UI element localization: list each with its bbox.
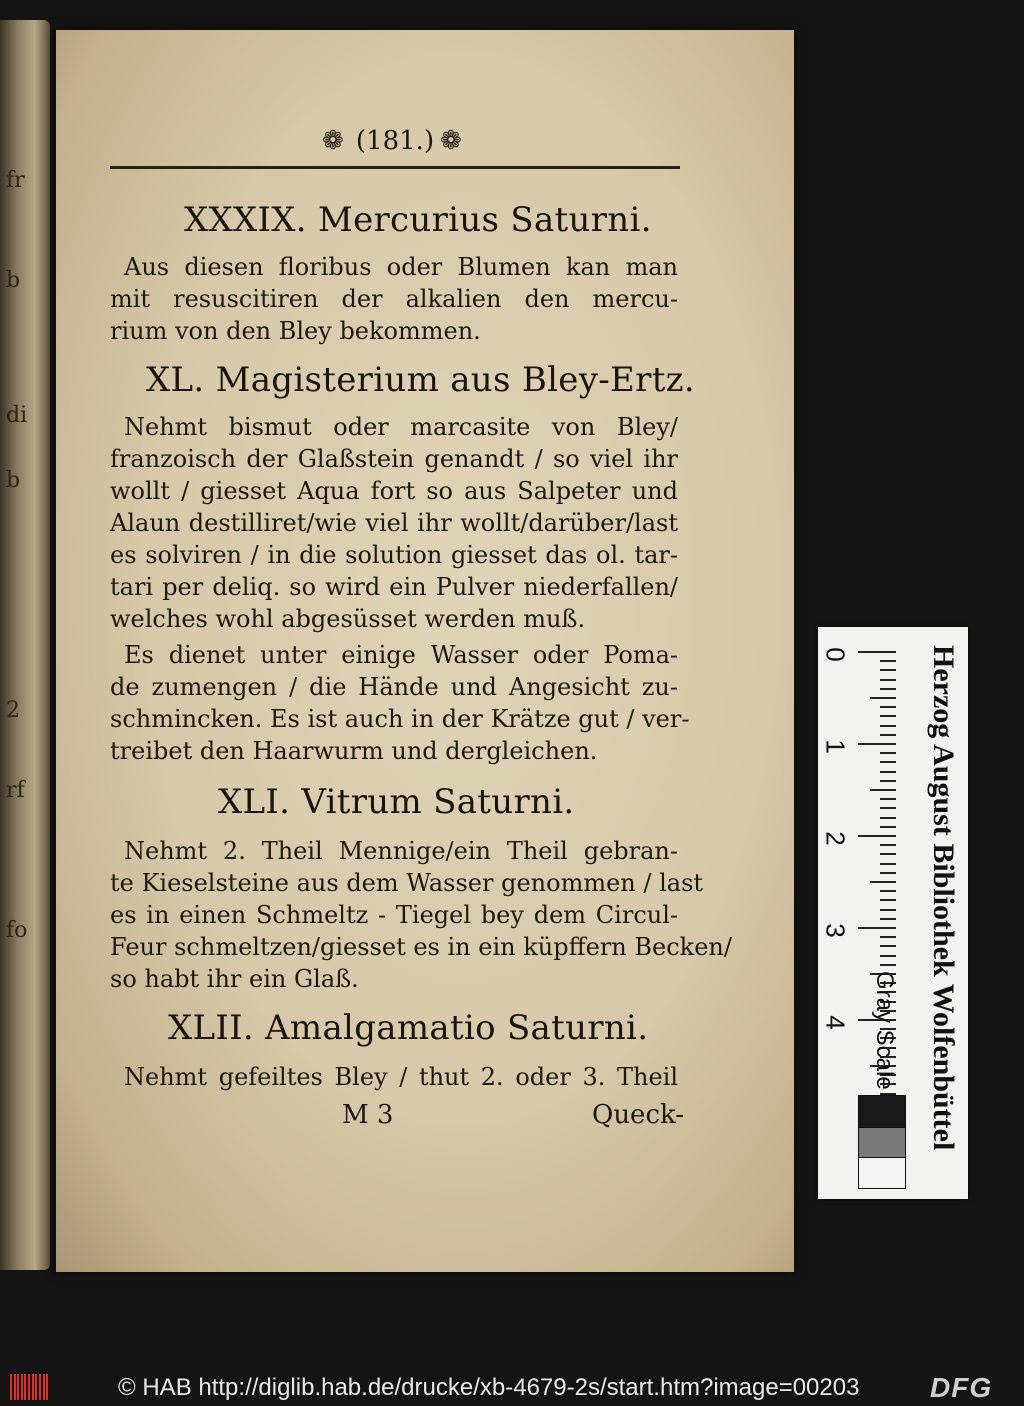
text-line: mit resuscitiren der alkalien den mercu-	[110, 285, 678, 313]
barcode-bar	[24, 1374, 26, 1400]
barcode-bar	[46, 1374, 48, 1400]
text-line: es in einen Schmeltz - Tiegel bey dem Circul-	[110, 901, 678, 929]
section-heading: XL. Magisterium aus Bley-Ertz.	[146, 360, 695, 400]
text-line: rium von den Bley bekommen.	[110, 317, 481, 345]
ruler-tick	[880, 771, 896, 773]
margin-fragment: 2	[6, 698, 20, 723]
text-line: welches wohl abgesüsset werden muß.	[110, 605, 586, 633]
ruler-tick	[880, 679, 896, 681]
copyright-link[interactable]: © HAB http://diglib.hab.de/drucke/xb-4679-2s/start.htm?image=00203	[118, 1374, 860, 1401]
header-rule	[110, 166, 680, 169]
ruler-tick	[880, 899, 896, 901]
ruler-tick	[880, 826, 896, 828]
ruler-tick	[880, 706, 896, 708]
ruler-tick	[880, 964, 896, 966]
ruler-tick	[880, 936, 896, 938]
text-line: tari per deliq. so wird ein Pulver niederfallen/	[110, 573, 678, 601]
ruler-tick	[880, 872, 896, 874]
text-line: Aus diesen floribus oder Blumen kan man	[124, 253, 678, 281]
ruler-tick	[880, 955, 896, 957]
text-line: te Kieselsteine aus dem Wasser genommen / last	[110, 869, 704, 897]
ruler-tick	[880, 807, 896, 809]
ruler-number: 3	[820, 923, 851, 938]
barcode-bar	[39, 1374, 41, 1400]
ornament-left-icon: ❁	[322, 126, 344, 156]
ruler-number: 1	[820, 739, 851, 754]
ruler-tick	[870, 697, 896, 699]
text-line: Feur schmeltzen/giesset es in ein küpffern Becken/	[110, 933, 732, 961]
ruler-tick	[880, 660, 896, 662]
section-heading: XXXIX. Mercurius Saturni.	[184, 200, 652, 240]
dfg-logo: DFG	[930, 1372, 993, 1403]
margin-fragment: b	[6, 268, 21, 293]
footer-bar	[0, 1370, 1024, 1406]
barcode-bar	[35, 1374, 37, 1400]
text-line: es solviren / in die solution giesset das ol. tar-	[110, 541, 678, 569]
text-line: Nehmt gefeiltes Bley / thut 2. oder 3. Theil	[124, 1063, 678, 1091]
text-line: Es dienet unter einige Wasser oder Poma-	[124, 641, 678, 669]
barcode-bar	[32, 1374, 34, 1400]
ruler-tick	[880, 688, 896, 690]
page-header	[110, 120, 680, 172]
ruler-tick	[870, 789, 896, 791]
margin-fragment: fo	[6, 918, 28, 943]
library-label: Herzog August Bibliothek Wolfenbüttel	[927, 645, 960, 1151]
gray-swatch-light	[858, 1157, 906, 1189]
barcode-bar	[14, 1374, 16, 1400]
ruler-tick	[880, 761, 896, 763]
text-line: so habt ihr ein Glaß.	[110, 965, 359, 993]
ruler-number: 0	[820, 647, 851, 662]
ruler-tick	[858, 743, 896, 745]
margin-fragment: fr	[6, 168, 25, 193]
margin-fragment: rf	[6, 778, 25, 803]
ruler-number: 4	[820, 1015, 851, 1030]
ruler-tick	[880, 909, 896, 911]
ruler-tick	[880, 715, 896, 717]
barcode-bar	[43, 1374, 45, 1400]
ruler-tick	[880, 725, 896, 727]
ruler-tick	[880, 890, 896, 892]
text-line: de zumengen / die Hände und Angesicht zu-	[110, 673, 678, 701]
signature-mark: M 3	[342, 1100, 394, 1130]
page-number: (181.)	[355, 126, 435, 156]
scale-card	[818, 627, 968, 1199]
ruler-tick	[880, 798, 896, 800]
ruler-tick	[870, 881, 896, 883]
text-line: Alaun destilliret/wie viel ihr wollt/darüber/last	[110, 509, 678, 537]
ruler-tick	[880, 734, 896, 736]
text-line: franzoisch der Glaßstein genandt / so viel ihr	[110, 445, 678, 473]
ruler-number: 2	[820, 831, 851, 846]
text-line: Nehmt bismut oder marcasite von Bley/	[124, 413, 678, 441]
gray-scale-label: Gray Scale	[871, 971, 898, 1090]
ruler-tick	[880, 853, 896, 855]
ruler-tick	[858, 835, 896, 837]
barcode-bar	[21, 1374, 23, 1400]
ruler-tick	[880, 863, 896, 865]
text-line: wollt / giesset Aqua fort so aus Salpeter und	[110, 477, 678, 505]
barcode-bar	[28, 1374, 30, 1400]
ruler-tick	[880, 752, 896, 754]
gray-swatch-mid	[858, 1127, 906, 1159]
ruler-tick	[880, 780, 896, 782]
section-heading: XLII. Amalgamatio Saturni.	[168, 1008, 649, 1048]
ruler-tick	[880, 945, 896, 947]
ruler-tick	[880, 669, 896, 671]
catchword: Queck-	[592, 1100, 685, 1130]
margin-fragment: b	[6, 468, 21, 493]
ornament-right-icon: ❁	[440, 126, 462, 156]
ruler-tick	[858, 927, 896, 929]
section-heading: XLI. Vitrum Saturni.	[218, 782, 575, 822]
text-line: Nehmt 2. Theil Mennige/ein Theil gebran-	[124, 837, 678, 865]
text-line: treibet den Haarwurm und dergleichen.	[110, 737, 598, 765]
gray-swatch-dark	[858, 1095, 906, 1129]
ruler-tick	[880, 844, 896, 846]
ruler-tick	[880, 918, 896, 920]
barcode-bar	[10, 1374, 12, 1400]
adjacent-page-edge	[0, 20, 50, 1270]
text-line: schmincken. Es ist auch in der Krätze gut / ver-	[110, 705, 690, 733]
book-page	[56, 30, 794, 1272]
ruler-tick	[880, 817, 896, 819]
barcode-icon	[10, 1374, 50, 1400]
margin-fragment: di	[6, 403, 28, 428]
barcode-bar	[17, 1374, 19, 1400]
ruler-tick	[858, 651, 896, 653]
